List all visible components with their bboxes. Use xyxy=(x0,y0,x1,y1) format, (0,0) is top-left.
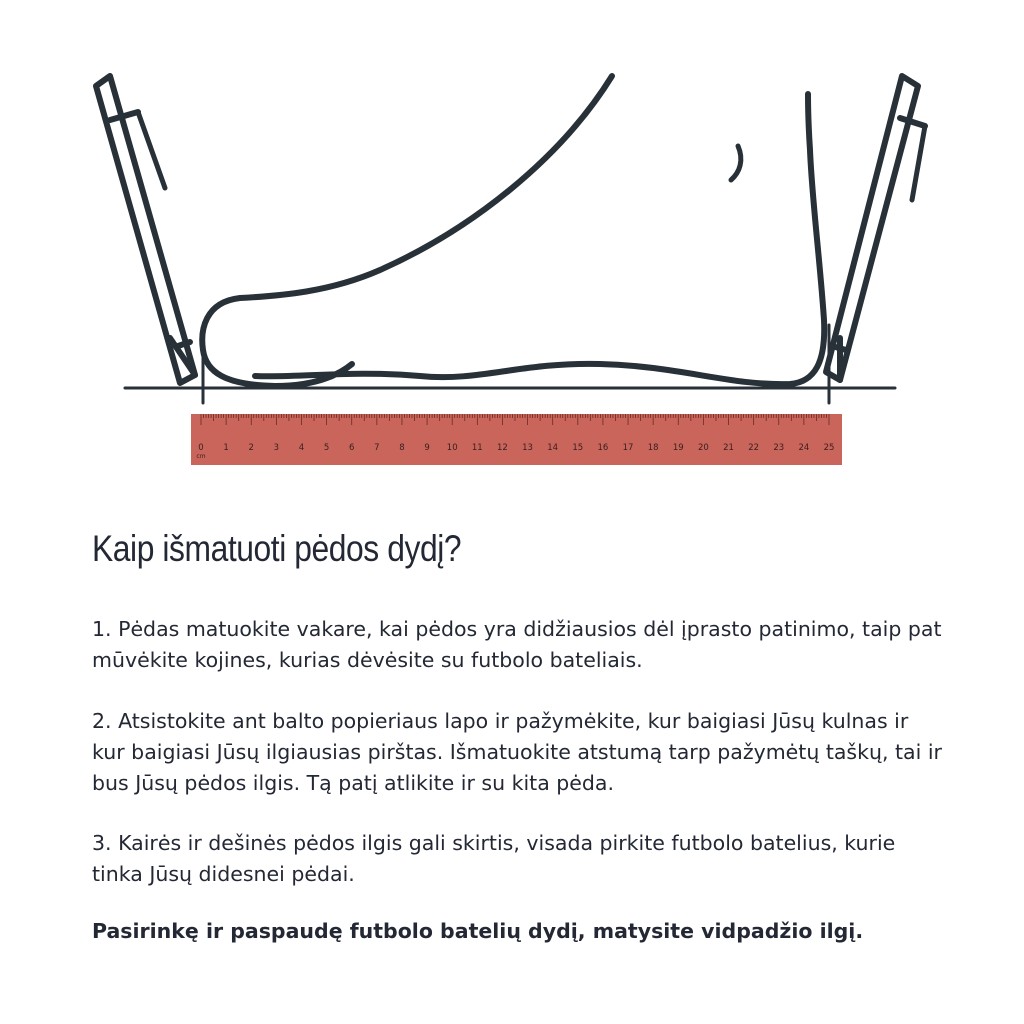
ruler-number: 15 xyxy=(572,443,584,453)
ruler-number: 22 xyxy=(748,443,760,453)
foot-outline xyxy=(202,76,824,386)
ruler-number: 7 xyxy=(374,443,380,453)
left-pencil-icon xyxy=(96,76,195,383)
ruler-number: 0 xyxy=(198,443,204,453)
ruler-number: 16 xyxy=(597,443,609,453)
page-title: Kaip išmatuoti pėdos dydį? xyxy=(92,528,462,569)
ruler xyxy=(191,414,842,465)
ruler-number: 19 xyxy=(672,443,684,453)
ruler-number: 11 xyxy=(471,443,483,453)
ruler-number: 10 xyxy=(446,443,458,453)
ruler-number: 3 xyxy=(273,443,280,453)
ruler-unit-label: cm xyxy=(196,453,206,460)
ruler-number: 6 xyxy=(349,443,355,453)
ruler-number: 14 xyxy=(547,443,559,453)
ruler-number: 9 xyxy=(424,443,430,453)
step-3-text: 3. Kairės ir dešinės pėdos ilgis gali skirtis, visada pirkite futbolo batelius, kurie tinka Jūsų didesnei pėdai. xyxy=(92,831,896,886)
ruler-number: 21 xyxy=(723,443,734,453)
ruler-number: 8 xyxy=(399,443,405,453)
ruler-number: 12 xyxy=(497,443,508,453)
right-pencil-icon xyxy=(826,76,925,380)
ruler-number: 4 xyxy=(298,443,305,453)
ruler-number: 1 xyxy=(223,443,229,453)
ruler-number: 23 xyxy=(773,443,785,453)
size-note: Pasirinkę ir paspaudę futbolo batelių dydį, matysite vidpadžio ilgį. xyxy=(92,919,864,943)
ruler-number: 24 xyxy=(798,443,810,453)
ruler-number: 18 xyxy=(647,443,659,453)
ruler-number: 20 xyxy=(697,443,709,453)
step-2-text: 2. Atsistokite ant balto popieriaus lapo ir pažymėkite, kur baigiasi Jūsų kulnas ir kur baigiasi Jūsų ilgiausias pirštas. Išmatuokite atstumą tarp pažymėtų taškų, tai ir bus Jūsų pėdos ilgis. Tą patį atlikite ir su kita pėda. xyxy=(92,709,942,795)
step-1-text: 1. Pėdas matuokite vakare, kai pėdos yra didžiausios dėl įprasto patinimo, taip pat mūvėkite kojines, kurias dėvėsite su futbolo bateliais. xyxy=(92,617,942,672)
ruler-number: 2 xyxy=(248,443,254,453)
ruler-number: 25 xyxy=(823,443,835,453)
ruler-number: 5 xyxy=(323,443,330,453)
foot-measurement-illustration xyxy=(0,0,1024,480)
ankle-mark xyxy=(731,146,741,180)
ruler-body xyxy=(191,414,842,465)
ruler-number: 13 xyxy=(522,443,533,453)
ruler-number: 17 xyxy=(622,443,634,453)
